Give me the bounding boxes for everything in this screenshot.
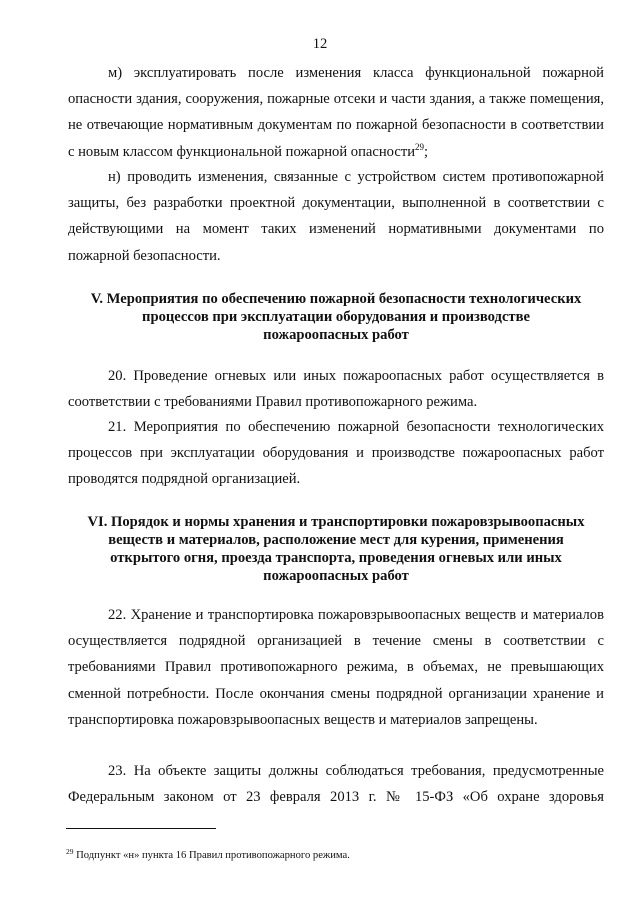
paragraph-21: [68, 414, 604, 493]
paragraph-23-text: 23. На объекте защиты должны соблюдаться требования, предусмотренные Федеральным законом от 23 февраля 2013 г. № 15-ФЗ «Об охране здоровья: [68, 763, 604, 806]
section-v-line-2: процессов при эксплуатации оборудования и производстве: [142, 309, 530, 325]
section-v-line-1: V. Мероприятия по обеспечению пожарной безопасности технологических: [90, 291, 582, 307]
footnote-separator: [66, 828, 216, 829]
paragraph-n-text: н) проводить изменения, связанные с устройством систем противопожарной защиты, без разработки проектной документации, выполненной в соответствии с действующими на момент таких изменений нормативными документами по пожарной безопасности.: [68, 169, 604, 264]
section-vi-line-3: открытого огня, проезда транспорта, проведения огневых или иных: [110, 550, 562, 566]
paragraph-m-end: ;: [424, 143, 429, 160]
section-vi-line-1: VI. Порядок и нормы хранения и транспортировки пожаровзрывоопасных: [87, 514, 585, 530]
paragraph-m: [68, 60, 604, 165]
footnote-number: 29: [66, 847, 74, 856]
section-v-heading: [68, 290, 604, 344]
paragraph-20: [68, 363, 604, 415]
footnote-ref-29[interactable]: 29: [415, 141, 425, 152]
section-v-line-3: пожароопасных работ: [263, 327, 409, 343]
footnote-text: Подпункт «н» пункта 16 Правил противопожарного режима.: [73, 850, 350, 861]
paragraph-21-text: 21. Мероприятия по обеспечению пожарной безопасности технологических процессов при эксплуатации оборудования и производстве пожароопасных работ проводятся подрядной организацией.: [68, 419, 604, 488]
paragraph-23: [68, 758, 604, 811]
page-number: 12: [312, 36, 328, 52]
section-vi-heading: [68, 513, 604, 585]
section-vi-line-2: веществ и материалов, расположение мест для курения, применения: [108, 532, 564, 548]
paragraph-22-text: 22. Хранение и транспортировка пожаровзрывоопасных веществ и материалов осуществляется подрядной организацией в течение смены в соответствии с требованиями Правил противопожарного режима, в объемах, не превышающих сменной потребности. После окончания смены подрядной организации хранение и транспортировка пожаровзрывоопасных веществ и материалов запрещены.: [68, 607, 604, 728]
footnote: [66, 849, 606, 863]
paragraph-n: [68, 164, 604, 269]
paragraph-20-text: 20. Проведение огневых или иных пожароопасных работ осуществляется в соответствии с требованиями Правил противопожарного режима.: [68, 368, 604, 411]
section-vi-line-4: пожароопасных работ: [263, 568, 409, 584]
paragraph-22: [68, 602, 604, 733]
paragraph-m-text: м) эксплуатировать после изменения класса функциональной пожарной опасности здания, сооружения, пожарные отсеки и части здания, а также помещения, не отвечающие нормативным документам по пожарной безопасности в соответствии с новым классом функциональной пожарной опасности: [68, 65, 604, 160]
